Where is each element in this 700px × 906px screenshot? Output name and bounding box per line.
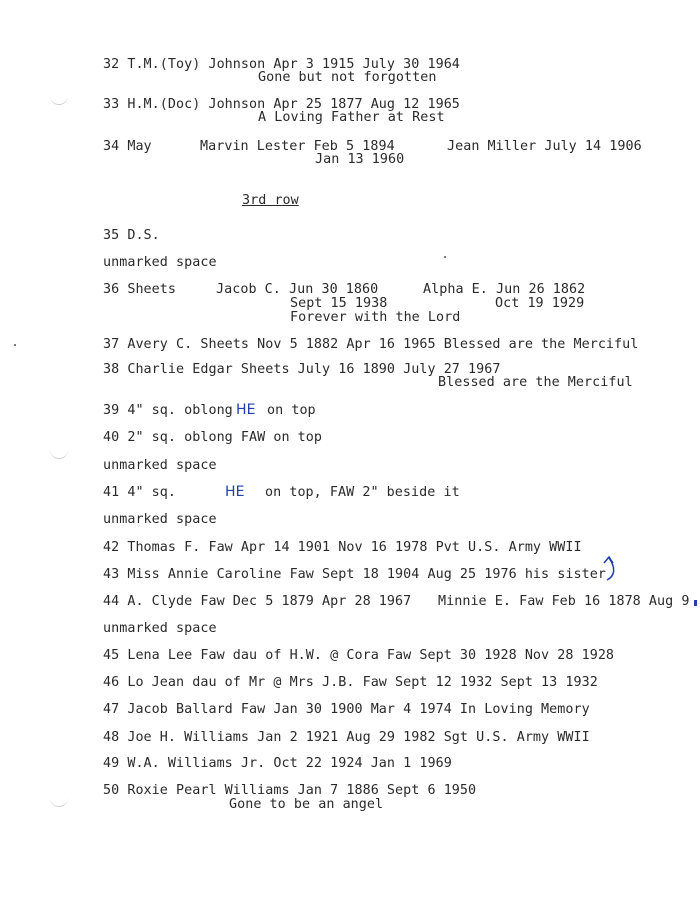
entry-37: 37 Avery C. Sheets Nov 5 1882 Apr 16 1965 Blessed are the Merciful: [103, 337, 639, 352]
entry-34-death: Jan 13 1960: [315, 152, 405, 167]
entry-49: 49 W.A. Williams Jr. Oct 22 1924 Jan 1 1969: [103, 756, 452, 771]
entry-45: 45 Lena Lee Faw dau of H.W. @ Cora Faw Sept 30 1928 Nov 28 1928: [103, 648, 615, 663]
unmarked-space: unmarked space: [103, 458, 217, 473]
entry-44-wife: Minnie E. Faw Feb 16 1878 Aug 9: [438, 594, 690, 609]
section-heading: 3rd row: [242, 193, 299, 208]
ink-mark: [694, 600, 697, 606]
entry-41-suffix: on top, FAW 2" beside it: [265, 485, 460, 500]
entry-33: 33 H.M.(Doc) Johnson Apr 25 1877 Aug 12 1965: [103, 97, 460, 112]
entry-40: 40 2" sq. oblong FAW on top: [103, 430, 323, 445]
entry-50: 50 Roxie Pearl Williams Jan 7 1886 Sept 6 1950: [103, 783, 477, 798]
entry-36-wife-death: Oct 19 1929: [495, 296, 585, 311]
entry-34-husband: Marvin Lester Feb 5 1894: [200, 139, 395, 154]
handwritten-arrow-icon: [600, 554, 622, 584]
handwritten-initials: HE: [225, 484, 245, 500]
entry-39: 39 4" sq. oblong: [103, 403, 233, 418]
paper-speck: [14, 344, 16, 346]
entry-38-epitaph: Blessed are the Merciful: [438, 375, 633, 390]
handwritten-initials: HE: [236, 402, 256, 418]
paper-speck: [444, 256, 446, 258]
entry-38: 38 Charlie Edgar Sheets July 16 1890 July 27 1967: [103, 362, 501, 377]
entry-36-epitaph: Forever with the Lord: [290, 310, 461, 325]
entry-36-husband-death: Sept 15 1938: [290, 296, 388, 311]
entry-47: 47 Jacob Ballard Faw Jan 30 1900 Mar 4 1974 In Loving Memory: [103, 702, 590, 717]
unmarked-space: unmarked space: [103, 512, 217, 527]
punch-hole-mark: [50, 94, 68, 105]
entry-34-wife: Jean Miller July 14 1906: [447, 139, 642, 154]
entry-39-suffix: on top: [267, 403, 316, 418]
entry-36-wife: Alpha E. Jun 26 1862: [423, 282, 586, 297]
entry-42: 42 Thomas F. Faw Apr 14 1901 Nov 16 1978 Pvt U.S. Army WWII: [103, 540, 582, 555]
unmarked-space: unmarked space: [103, 255, 217, 270]
entry-41: 41 4" sq.: [103, 485, 177, 500]
punch-hole-mark: [50, 796, 68, 807]
entry-44-husband: 44 A. Clyde Faw Dec 5 1879 Apr 28 1967: [103, 594, 412, 609]
entry-46: 46 Lo Jean dau of Mr @ Mrs J.B. Faw Sept 12 1932 Sept 13 1932: [103, 675, 598, 690]
entry-35: 35 D.S.: [103, 228, 160, 243]
entry-50-epitaph: Gone to be an angel: [229, 797, 384, 812]
entry-32-epitaph: Gone but not forgotten: [258, 70, 437, 85]
punch-hole-mark: [50, 448, 68, 459]
unmarked-space: unmarked space: [103, 621, 217, 636]
entry-36-surname: 36 Sheets: [103, 282, 177, 297]
entry-43: 43 Miss Annie Caroline Faw Sept 18 1904 Aug 25 1976 his sister: [103, 567, 606, 582]
entry-34-surname: 34 May: [103, 139, 152, 154]
entry-33-epitaph: A Loving Father at Rest: [258, 110, 445, 125]
entry-32: 32 T.M.(Toy) Johnson Apr 3 1915 July 30 1964: [103, 57, 460, 72]
entry-48: 48 Joe H. Williams Jan 2 1921 Aug 29 1982 Sgt U.S. Army WWII: [103, 730, 590, 745]
entry-36-husband: Jacob C. Jun 30 1860: [216, 282, 379, 297]
